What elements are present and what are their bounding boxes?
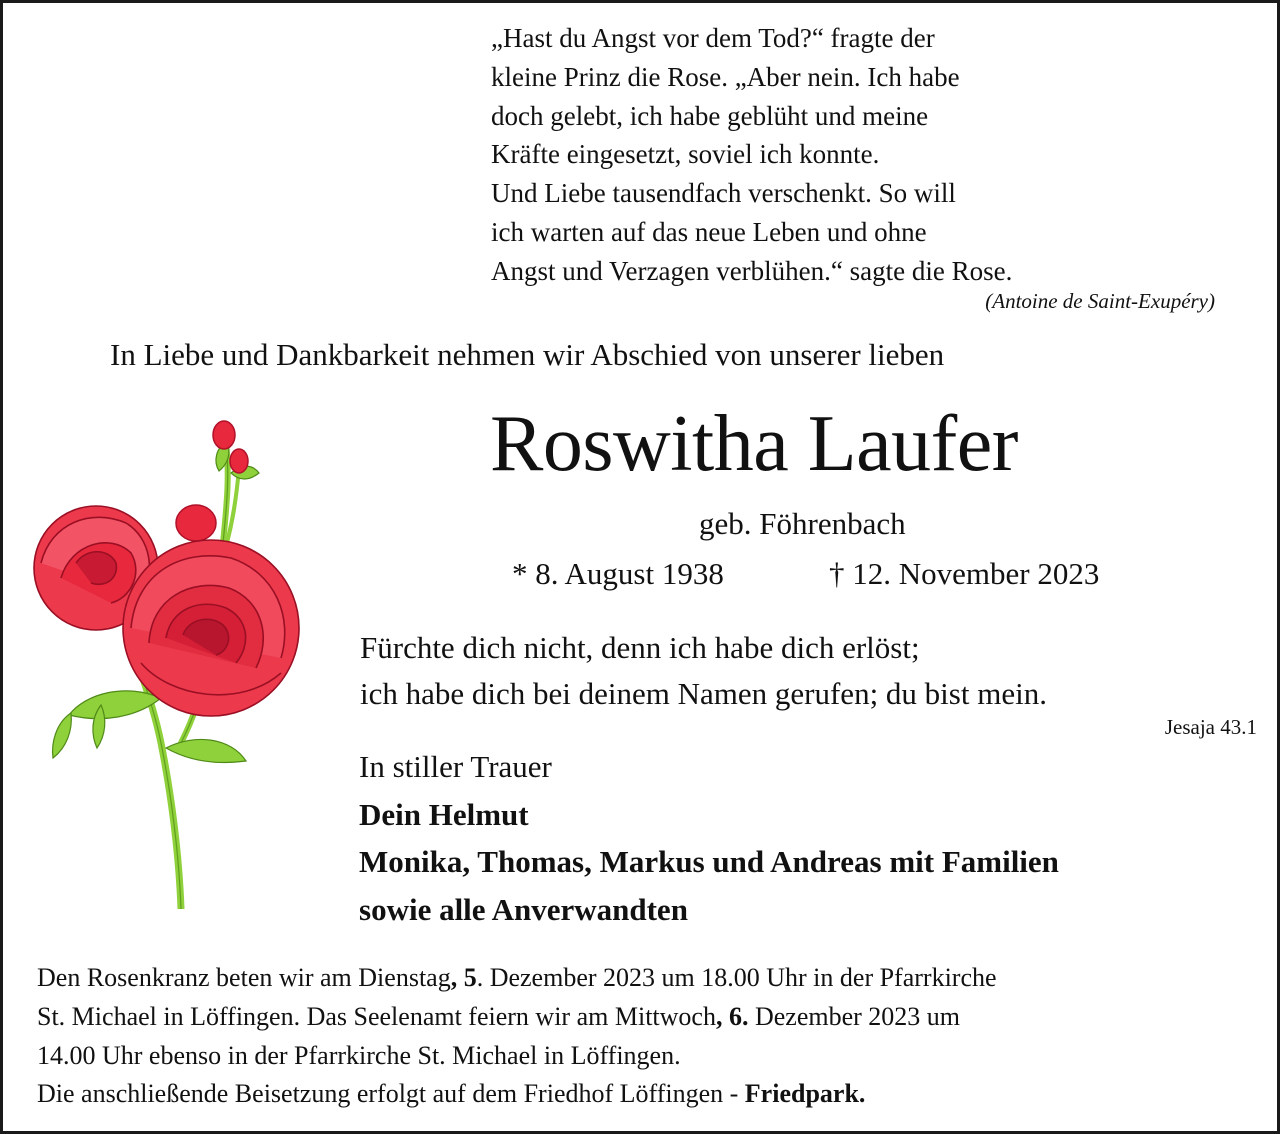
quote-line: doch gelebt, ich habe geblüht und meine [491,100,929,131]
cemetery-name: Friedpark. [744,1079,866,1109]
intro-text: In Liebe und Dankbarkeit nehmen wir Abschied von unserer lieben [110,337,945,372]
service-line [37,998,997,1037]
service-text: St. Michael in Löffingen. Das Seelenamt feiern wir am Mittwoch [37,1001,716,1031]
mourning-heading: In stiller Trauer [359,749,552,784]
maiden-name: geb. Föhrenbach [699,506,906,541]
quote-line: Angst und Verzagen verblühen.“ sagte die Rose. [491,255,1013,286]
verse-line: ich habe dich bei deinem Namen gerufen; du bist mein. [360,676,1047,711]
service-details [37,959,997,1114]
verse-line: Fürchte dich nicht, denn ich habe dich erlöst; [360,630,920,665]
quote-block [491,19,1012,291]
birth-date: * 8. August 1938 [512,556,724,591]
service-text: Die anschließende Beisetzung erfolgt auf dem Friedhof Löffingen - [37,1079,745,1109]
quote-line: „Hast du Angst vor dem Tod?“ fragte der [491,23,935,53]
service-date-highlight: , 6. [715,1001,749,1031]
service-line: 14.00 Uhr ebenso in der Pfarrkirche St. Michael in Löffingen. [37,1040,681,1070]
mourner-name: Monika, Thomas, Markus und Andreas mit Familien [359,844,1059,879]
service-text: Dezember 2023 um [748,1001,961,1031]
mourner-name: Dein Helmut [359,796,529,832]
mourner-name: sowie alle Anverwandten [359,891,688,927]
quote-line: Kräfte eingesetzt, soviel ich konnte. [491,139,880,170]
quote-line: kleine Prinz die Rose. „Aber nein. Ich habe [491,61,960,92]
service-text: Den Rosenkranz beten wir am Dienstag [37,963,451,992]
quote-attribution: (Antoine de Saint-Exupéry) [985,289,1215,313]
quote-line: Und Liebe tausendfach verschenkt. So will [491,178,956,209]
rose-illustration-icon [31,413,307,909]
death-date: † 12. November 2023 [829,556,1100,591]
quote-line: ich warten auf das neue Leben und ohne [491,216,927,247]
service-date-highlight: , 5 [450,963,477,992]
service-text: . Dezember 2023 um 18.00 Uhr in der Pfarrkirche [476,963,997,992]
service-line [37,1075,997,1114]
deceased-name: Roswitha Laufer [490,400,1018,488]
mourners-block [359,743,1059,933]
verse-reference: Jesaja 43.1 [1164,715,1257,739]
bible-verse [360,625,1047,717]
service-line [37,959,997,998]
